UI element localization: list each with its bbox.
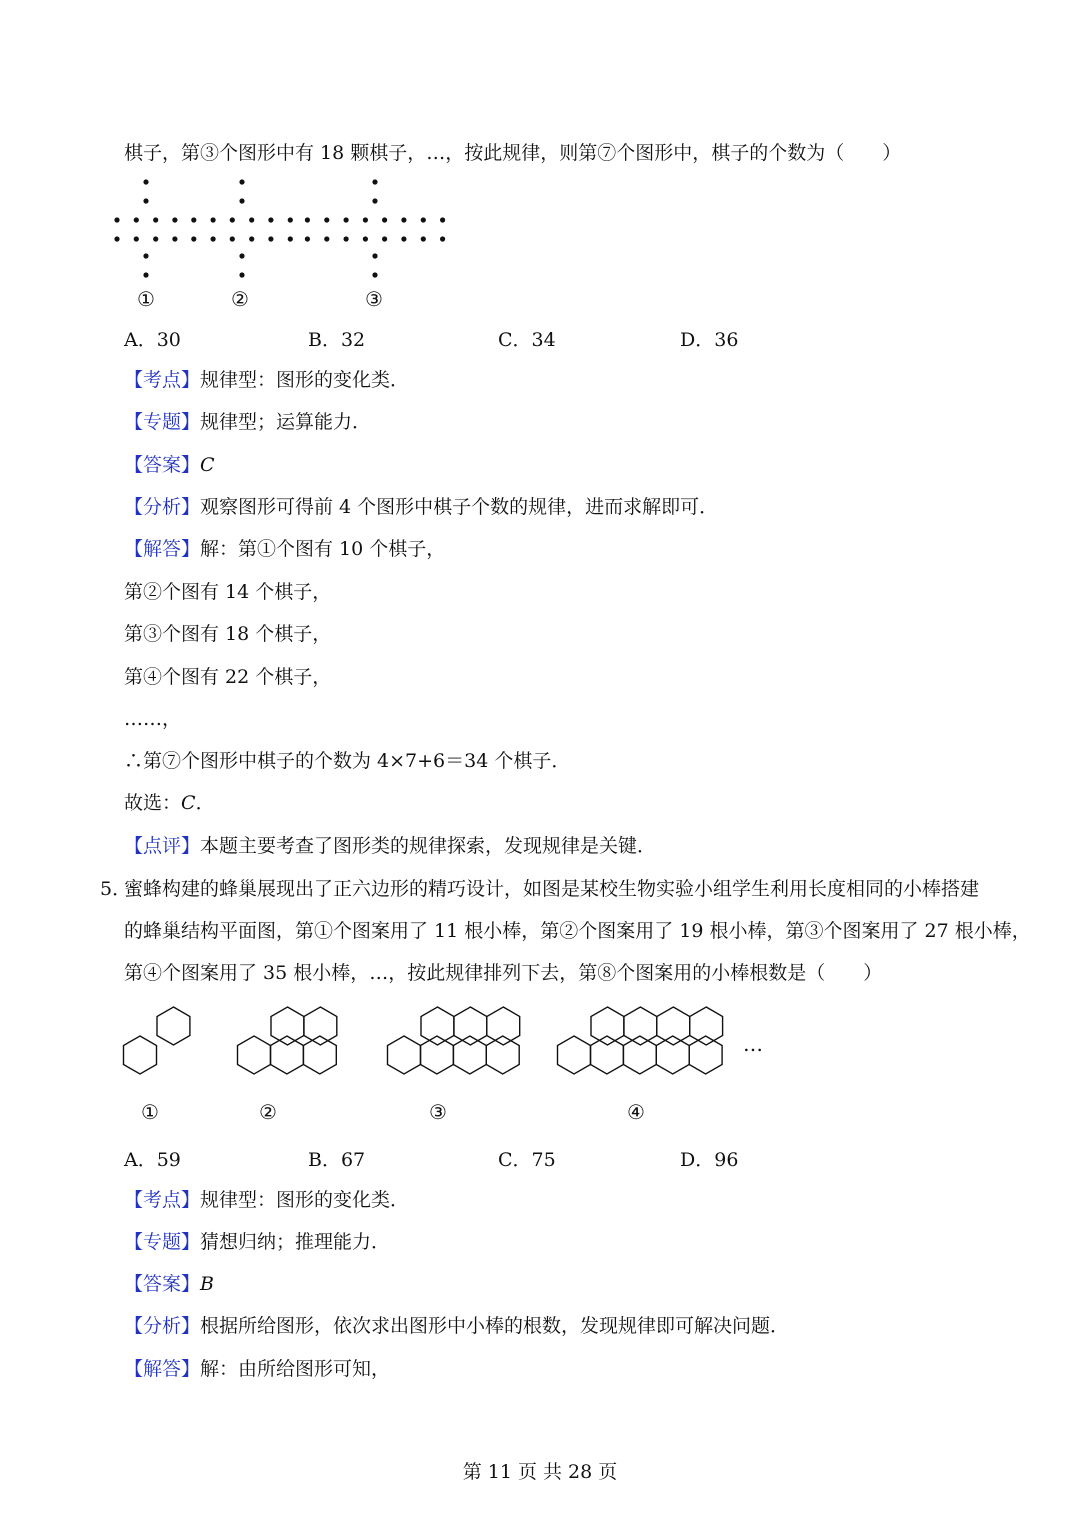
q5-fig-label-3: ③ bbox=[429, 1100, 447, 1124]
fenxi-tag: 【分析】 bbox=[124, 496, 201, 518]
chess-dot bbox=[114, 236, 119, 241]
q5-option-d[interactable]: D．96 bbox=[680, 1149, 739, 1171]
q5-option-b[interactable]: B．67 bbox=[308, 1149, 366, 1171]
chess-dot bbox=[249, 236, 254, 241]
fenxi-text: 根据所给图形，依次求出图形中小棒的根数，发现规律即可解决问题． bbox=[200, 1315, 790, 1337]
q5-fig-label-1: ① bbox=[141, 1100, 159, 1124]
q4-jieda bbox=[124, 536, 445, 562]
chess-dot bbox=[211, 217, 216, 222]
page-footer: 第 11 页 共 28 页 bbox=[462, 1461, 618, 1483]
jieda-text: 解：第①个图有 10 个棋子， bbox=[200, 538, 446, 560]
hexagon bbox=[558, 1036, 591, 1074]
jieda-tag: 【解答】 bbox=[124, 538, 201, 560]
daan-text: C bbox=[200, 454, 215, 476]
q4-fig-label-1: ① bbox=[137, 287, 155, 311]
chess-dot bbox=[268, 217, 273, 222]
q4-fig-label-2: ② bbox=[231, 287, 249, 311]
chess-dot bbox=[153, 217, 158, 222]
q5-kaodian bbox=[124, 1187, 409, 1213]
chess-dot bbox=[421, 236, 426, 241]
zhuanti-text: 猜想归纳；推理能力． bbox=[200, 1231, 391, 1253]
chess-dot bbox=[191, 217, 196, 222]
chess-dot bbox=[153, 236, 158, 241]
q5-zhuanti bbox=[124, 1229, 390, 1255]
chess-dot bbox=[288, 236, 293, 241]
hexagon bbox=[388, 1036, 421, 1074]
chess-dot bbox=[211, 236, 216, 241]
hexagon bbox=[453, 1036, 486, 1074]
dianping-text: 本题主要考查了图形类的规律探索，发现规律是关键． bbox=[200, 835, 657, 857]
zhuanti-tag: 【专题】 bbox=[124, 1231, 201, 1253]
zhuanti-tag: 【专题】 bbox=[124, 411, 201, 433]
daan-tag: 【答案】 bbox=[124, 1273, 201, 1295]
chess-dot bbox=[249, 217, 254, 222]
hexagon bbox=[454, 1007, 487, 1045]
daan-tag: 【答案】 bbox=[124, 454, 201, 476]
kaodian-tag: 【考点】 bbox=[124, 369, 201, 391]
chess-dot bbox=[230, 236, 235, 241]
chess-dot bbox=[324, 236, 329, 241]
hexagon bbox=[486, 1036, 519, 1074]
hexagon bbox=[303, 1036, 336, 1074]
chess-dot bbox=[143, 253, 148, 258]
chess-dot bbox=[363, 217, 368, 222]
chess-dot bbox=[239, 272, 244, 277]
guxuan-end: ． bbox=[195, 792, 215, 814]
chess-dot bbox=[372, 272, 377, 277]
hexagon bbox=[304, 1007, 337, 1045]
q4-jieda-line: 第④个图有 22 个棋子， bbox=[124, 666, 332, 688]
q5-options bbox=[124, 1145, 884, 1171]
q5-fig-ellipsis: … bbox=[743, 1032, 763, 1056]
chess-dot bbox=[440, 236, 445, 241]
hexagon bbox=[124, 1036, 157, 1074]
q4-jieda-line: ……， bbox=[124, 708, 182, 730]
q4-option-a[interactable]: A．30 bbox=[124, 329, 181, 351]
hexagon bbox=[689, 1036, 722, 1074]
zhuanti-text: 规律型；运算能力． bbox=[200, 411, 372, 433]
dianping-tag: 【点评】 bbox=[124, 835, 201, 857]
q4-dianping bbox=[124, 833, 656, 859]
q4-jieda-line: 第②个图有 14 个棋子， bbox=[124, 581, 332, 603]
q5-stem-line: 蜜蜂构建的蜂巢展现出了正六边形的精巧设计，如图是某校生物实验小组学生利用长度相同的小棒搭建 bbox=[124, 878, 980, 900]
q5-number: 5． bbox=[100, 878, 132, 900]
chess-dot bbox=[382, 236, 387, 241]
kaodian-text: 规律型：图形的变化类． bbox=[200, 369, 410, 391]
chess-dot bbox=[305, 236, 310, 241]
q5-stem-line: 的蜂巢结构平面图，第①个图案用了 11 根小棒，第②个图案用了 19 根小棒，第③个图案用了 27 根小棒， bbox=[124, 920, 1031, 942]
q4-guxuan bbox=[124, 790, 215, 816]
hexagon bbox=[421, 1007, 454, 1045]
chess-dot bbox=[143, 179, 148, 184]
chess-dot bbox=[143, 272, 148, 277]
chess-dot bbox=[363, 236, 368, 241]
chess-dot bbox=[268, 236, 273, 241]
chess-dot bbox=[440, 217, 445, 222]
chess-dot bbox=[382, 217, 387, 222]
chess-dot bbox=[134, 236, 139, 241]
jieda-text: 解：由所给图形可知， bbox=[200, 1358, 391, 1380]
chess-dot bbox=[344, 236, 349, 241]
chess-dot bbox=[372, 179, 377, 184]
q4-dot-figures bbox=[114, 179, 445, 277]
chess-dot bbox=[114, 217, 119, 222]
q4-fig-label-3: ③ bbox=[365, 287, 383, 311]
q4-fenxi bbox=[124, 494, 718, 520]
chess-dot bbox=[401, 217, 406, 222]
q5-fig-label-2: ② bbox=[259, 1100, 277, 1124]
chess-dot bbox=[288, 217, 293, 222]
guxuan-answer: C bbox=[181, 792, 196, 814]
chess-dot bbox=[143, 198, 148, 203]
fenxi-tag: 【分析】 bbox=[124, 1315, 201, 1337]
chess-dot bbox=[344, 217, 349, 222]
chess-dot bbox=[324, 217, 329, 222]
fenxi-text: 观察图形可得前 4 个图形中棋子个数的规律，进而求解即可． bbox=[200, 496, 719, 518]
chess-dot bbox=[401, 236, 406, 241]
q5-fenxi bbox=[124, 1313, 789, 1339]
q4-daan bbox=[124, 452, 215, 478]
chess-dot bbox=[239, 179, 244, 184]
hexagon bbox=[271, 1036, 304, 1074]
q5-daan bbox=[124, 1271, 214, 1297]
daan-text: B bbox=[200, 1273, 214, 1295]
q4-jieda-line: ∴第⑦个图形中棋子的个数为 4×7+6＝34 个棋子． bbox=[124, 750, 571, 772]
chess-dot bbox=[421, 217, 426, 222]
chess-dot bbox=[372, 253, 377, 258]
chess-dot bbox=[230, 217, 235, 222]
q4-stem-tail: 棋子，第③个图形中有 18 颗棋子，…，按此规律，则第⑦个图形中，棋子的个数为（ ） bbox=[124, 142, 902, 164]
hexagon bbox=[591, 1007, 624, 1045]
hexagon bbox=[656, 1036, 689, 1074]
chess-dot bbox=[172, 217, 177, 222]
kaodian-tag: 【考点】 bbox=[124, 1189, 201, 1211]
chess-dot bbox=[134, 217, 139, 222]
q4-option-c[interactable]: C．34 bbox=[498, 329, 556, 351]
q4-option-b[interactable]: B．32 bbox=[308, 329, 366, 351]
q5-stem-line: 第④个图案用了 35 根小棒，…，按此规律排列下去，第⑧个图案用的小棒根数是（ ） bbox=[124, 962, 883, 984]
guxuan-prefix: 故选： bbox=[124, 792, 182, 814]
q4-zhuanti bbox=[124, 409, 371, 435]
q4-option-d[interactable]: D．36 bbox=[680, 329, 739, 351]
chess-dot bbox=[172, 236, 177, 241]
hexagon bbox=[591, 1036, 624, 1074]
hexagon bbox=[624, 1007, 657, 1045]
chess-dot bbox=[372, 198, 377, 203]
q5-option-c[interactable]: C．75 bbox=[498, 1149, 556, 1171]
q4-jieda-line: 第③个图有 18 个棋子， bbox=[124, 623, 332, 645]
jieda-tag: 【解答】 bbox=[124, 1358, 201, 1380]
hexagon bbox=[271, 1007, 304, 1045]
q5-hex-figures bbox=[124, 1007, 723, 1074]
q5-option-a[interactable]: A．59 bbox=[124, 1149, 181, 1171]
hexagon bbox=[157, 1007, 190, 1045]
hexagon bbox=[623, 1036, 656, 1074]
q5-jieda bbox=[124, 1356, 390, 1382]
hexagon bbox=[657, 1007, 690, 1045]
q4-kaodian bbox=[124, 367, 409, 393]
chess-dot bbox=[239, 198, 244, 203]
chess-dot bbox=[239, 253, 244, 258]
chess-dot bbox=[305, 217, 310, 222]
q4-options bbox=[124, 325, 884, 351]
hexagon bbox=[421, 1036, 454, 1074]
chess-dot bbox=[191, 236, 196, 241]
hexagon bbox=[487, 1007, 520, 1045]
hexagon bbox=[238, 1036, 271, 1074]
hexagon bbox=[690, 1007, 723, 1045]
kaodian-text: 规律型：图形的变化类． bbox=[200, 1189, 410, 1211]
q5-fig-label-4: ④ bbox=[627, 1100, 645, 1124]
